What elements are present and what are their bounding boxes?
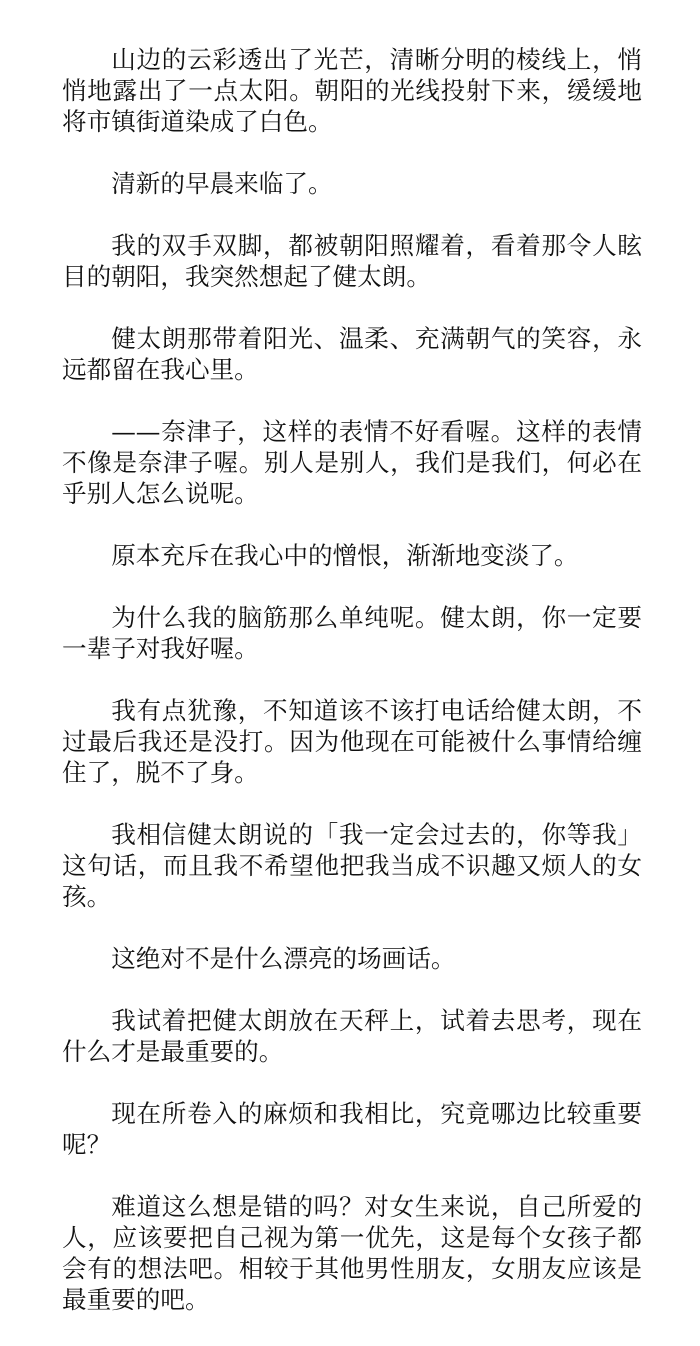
paragraph: 这绝对不是什么漂亮的场画话。: [111, 944, 456, 973]
paragraph: 难道这么想是错的吗？对女生来说，自己所爱的人，应该要把自己视为第一优先，这是每个女孩子都会有的想法吧。相较于其他男性朋友，女朋友应该是最重要的吧。: [62, 1192, 642, 1314]
document-page: [62, 44, 642, 1346]
paragraph: 我的双手双脚，都被朝阳照耀着，看着那令人眩目的朝阳，我突然想起了健太朗。: [62, 231, 642, 291]
paragraph: 原本充斥在我心中的憎恨，渐渐地变淡了。: [111, 541, 579, 570]
paragraph: 我有点犹豫，不知道该不该打电话给健太朗，不过最后我还是没打。因为他现在可能被什么事情给缠住了，脱不了身。: [62, 696, 642, 787]
paragraph: 我相信健太朗说的「我一定会过去的，你等我」这句话，而且我不希望他把我当成不识趣又烦人的女孩。: [62, 820, 642, 911]
paragraph: 现在所卷入的麻烦和我相比，究竟哪边比较重要呢？: [62, 1099, 642, 1159]
paragraph: 健太朗那带着阳光、温柔、充满朝气的笑容，永远都留在我心里。: [62, 324, 642, 384]
paragraph: ——奈津子，这样的表情不好看喔。这样的表情不像是奈津子喔。别人是别人，我们是我们，何必在乎别人怎么说呢。: [62, 417, 642, 508]
paragraph: 我试着把健太朗放在天秤上，试着去思考，现在什么才是最重要的。: [62, 1006, 642, 1066]
paragraph: 清新的早晨来临了。: [111, 169, 333, 198]
paragraph: 山边的云彩透出了光芒，清晰分明的棱线上，悄悄地露出了一点太阳。朝阳的光线投射下来，缓缓地将市镇街道染成了白色。: [62, 45, 642, 136]
paragraph: 为什么我的脑筋那么单纯呢。健太朗，你一定要一辈子对我好喔。: [62, 603, 642, 663]
